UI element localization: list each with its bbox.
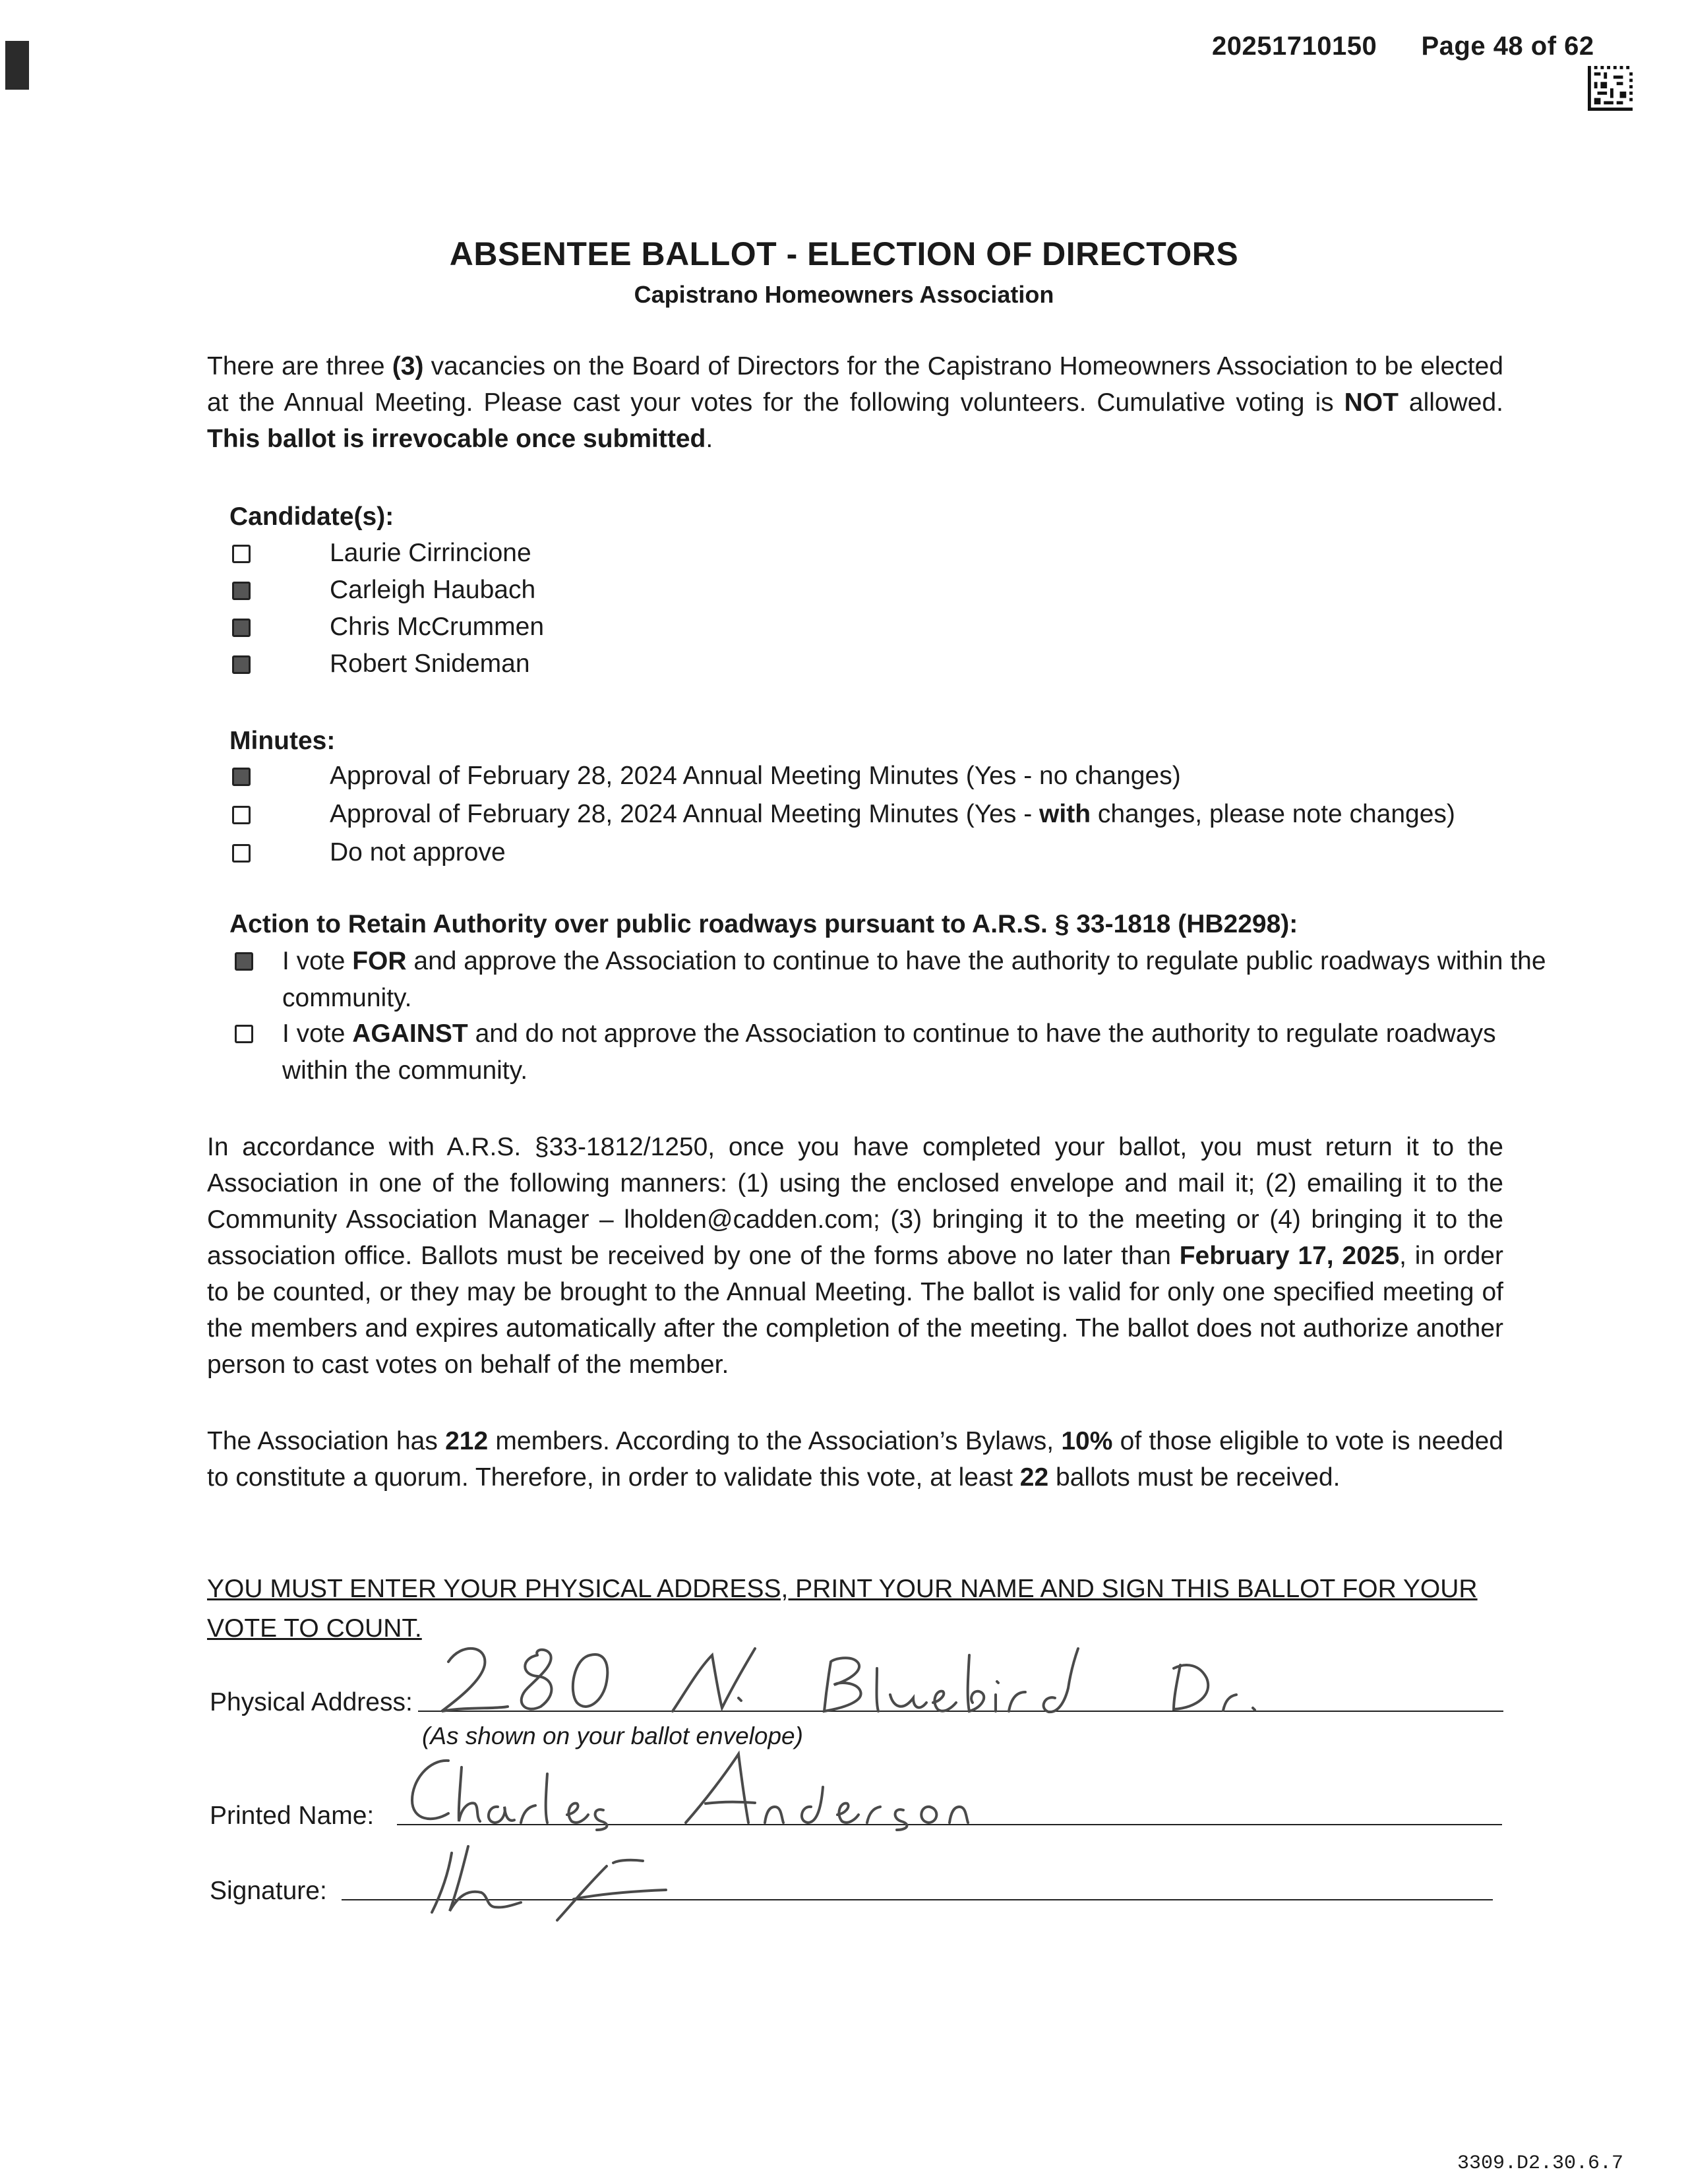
- roadways-option-label: I vote FOR and approve the Association to continue to have the authority to regulate public roadways within the community.: [282, 947, 1546, 1012]
- minutes-option-label: Do not approve: [330, 838, 506, 866]
- address-note: (As shown on your ballot envelope): [422, 1722, 803, 1749]
- quorum-paragraph: The Association has 212 members. According to the Association’s Bylaws, 10% of those eligible to vote is needed to constitute a quorum. Therefore, in order to validate this vote, at least 22 ballots must be received.: [207, 1427, 1504, 1492]
- handwritten-printed-name[interactable]: [396, 1741, 1055, 1833]
- footer-reference-code: 3309.D2.30.6.7: [1457, 2152, 1624, 2175]
- member-count: 212: [445, 1427, 489, 1455]
- signature-label: Signature:: [210, 1877, 327, 1905]
- intro-text-1: There are three: [207, 352, 392, 380]
- deadline-date: February 17, 2025: [1179, 1242, 1400, 1270]
- scan-edge-mark: [5, 41, 29, 90]
- roadways-heading: Action to Retain Authority over public roadways pursuant to A.R.S. § 33-1818 (HB2298):: [229, 910, 1298, 938]
- return-instructions-paragraph: In accordance with A.R.S. §33-1812/1250, once you have completed your ballot, you must return it to the Association in one of the following manners: (1) using the enclosed envelope and mail it; (2) emailing it to the Community Association Manager – lholden@cadden.com; (3) bringing it to the meeting or (4) bringing it to the association office. Ballots must be received by one of the forms above no later than February 17, 2025, in order to be counted, or they may be brought to the Annual Meeting. The ballot is valid for only one specified meeting of the members and expires automatically after the completion of the meeting. The ballot does not authorize another person to cast votes on behalf of the member.: [207, 1133, 1503, 1379]
- checkbox-candidate-4[interactable]: [232, 655, 251, 674]
- signature-scribble[interactable]: [415, 1833, 758, 1926]
- document-header: [1212, 32, 1594, 61]
- checkbox-candidate-2[interactable]: [232, 582, 251, 600]
- irrevocable-notice: This ballot is irrevocable once submitted: [207, 425, 706, 453]
- datamatrix-barcode-icon: [1588, 66, 1633, 111]
- intro-text-4: .: [706, 425, 713, 453]
- roadways-option-label: I vote AGAINST and do not approve the Association to continue to have the authority to regulate roadways within the community.: [282, 1019, 1496, 1085]
- intro-text-2: vacancies on the Board of Directors for the Capistrano Homeowners Association to be elected at the Annual Meeting. Please cast your votes for the following volunteers. Cumulative voting is: [207, 352, 1503, 417]
- intro-paragraph: [207, 348, 1503, 457]
- minutes-option-label: Approval of February 28, 2024 Annual Meeting Minutes (Yes - with changes, please note changes): [330, 800, 1455, 828]
- document-number: 20251710150: [1212, 32, 1377, 61]
- candidate-name: Chris McCrummen: [330, 613, 545, 641]
- checkbox-candidate-3[interactable]: [232, 619, 251, 637]
- minutes-option-label: Approval of February 28, 2024 Annual Meeting Minutes (Yes - no changes): [330, 762, 1181, 790]
- candidate-name: Carleigh Haubach: [330, 576, 536, 604]
- checkbox-minutes-approve[interactable]: [232, 768, 251, 786]
- intro-text-3: allowed.: [1398, 388, 1503, 417]
- address-label: Physical Address:: [210, 1688, 413, 1716]
- signature-instruction: YOU MUST ENTER YOUR PHYSICAL ADDRESS, PRINT YOUR NAME AND SIGN THIS BALLOT FOR YOUR VOTE TO COUNT.: [207, 1575, 1478, 1643]
- handwritten-address[interactable]: [422, 1629, 1279, 1721]
- candidates-heading: Candidate(s):: [229, 502, 394, 531]
- association-name: Capistrano Homeowners Association: [634, 281, 1054, 308]
- candidate-name: Laurie Cirrincione: [330, 539, 531, 567]
- minutes-heading: Minutes:: [229, 727, 336, 755]
- quorum-percent: 10%: [1061, 1427, 1113, 1455]
- checkbox-minutes-reject[interactable]: [232, 844, 251, 863]
- ballot-title: ABSENTEE BALLOT - ELECTION OF DIRECTORS: [449, 235, 1239, 272]
- not-emphasis: NOT: [1344, 388, 1399, 417]
- page-indicator: Page 48 of 62: [1421, 32, 1594, 61]
- checkbox-roadways-against[interactable]: [235, 1025, 253, 1043]
- required-ballots: 22: [1019, 1463, 1049, 1492]
- candidate-name: Robert Snideman: [330, 650, 530, 678]
- printed-name-label: Printed Name:: [210, 1802, 375, 1830]
- checkbox-roadways-for[interactable]: [235, 952, 253, 971]
- vacancy-count: (3): [392, 352, 424, 380]
- checkbox-candidate-1[interactable]: [232, 545, 251, 563]
- checkbox-minutes-with-changes[interactable]: [232, 806, 251, 824]
